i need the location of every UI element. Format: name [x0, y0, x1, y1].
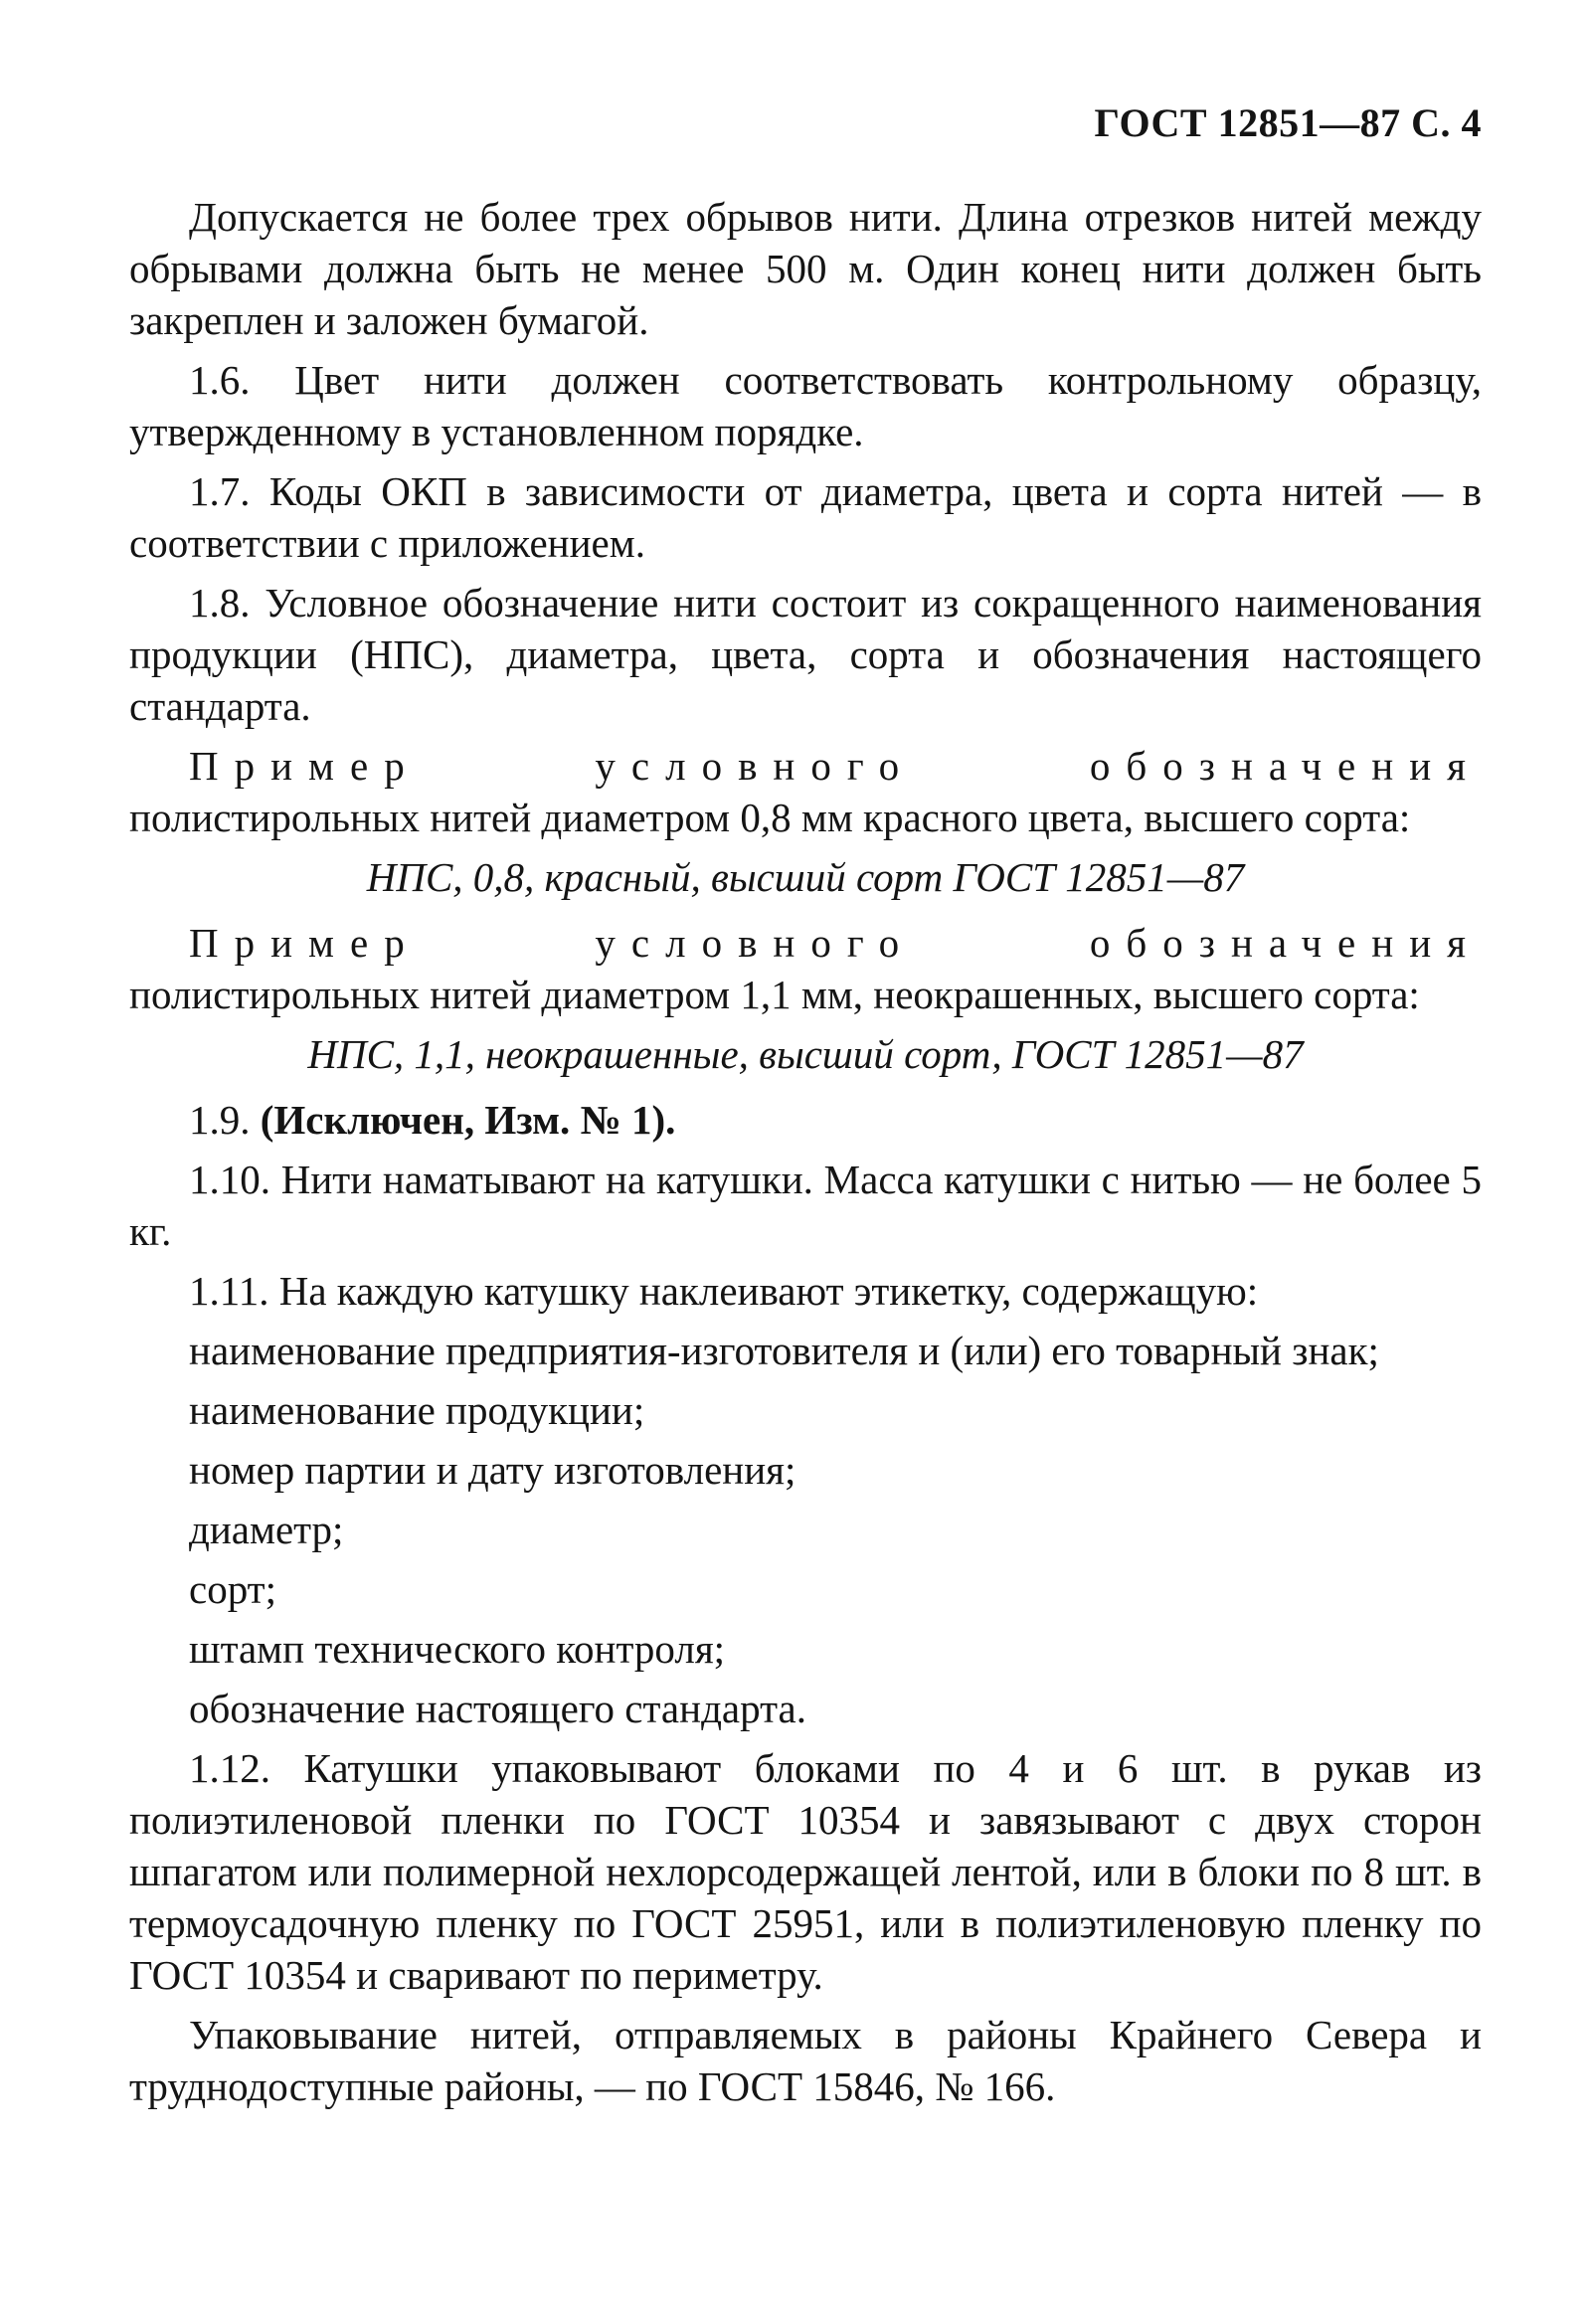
example-2-intro — [129, 917, 1482, 1020]
example-1-intro — [129, 740, 1482, 843]
list-item: обозначение настоящего стандарта. — [189, 1686, 806, 1731]
paragraph-1-9-text: (Исключен, Изм. № 1). — [260, 1097, 676, 1143]
paragraph-1-11: 1.11. На каждую катушку наклеивают этикетку, содержащую: — [189, 1268, 1259, 1314]
list-item: номер партии и дату изготовления; — [189, 1447, 796, 1493]
example-2-lead: Пример условного обозначения — [189, 920, 1482, 966]
paragraph-1-12: 1.12. Катушки упаковывают блоками по 4 и 6 шт. в рукав из полиэтиленовой пленки по ГОСТ 10354 и завязывают с двух сторон шпагатом или полимерной нехлорсодержащей лентой, или в блоки по 8 шт. в термоусадочную пленку по ГОСТ 25951, или в полиэтиленовую пленку по ГОСТ 10354 и сваривают по периметру. — [129, 1745, 1482, 1998]
list-item: сорт; — [189, 1566, 276, 1612]
example-1-lead: Пример условного обозначения — [189, 743, 1482, 789]
paragraph-1-8: 1.8. Условное обозначение нити состоит из сокращенного наименования продукции (НПС), диаметра, цвета, сорта и обозначения настоящего стандарта. — [129, 580, 1482, 729]
example-1-code: НПС, 0,8, красный, высший сорт ГОСТ 12851—87 — [366, 854, 1245, 900]
document-body — [129, 191, 1482, 2120]
paragraph-breaks: Допускается не более трех обрывов нити. Длина отрезков нитей между обрывами должна быть не менее 500 м. Один конец нити должен быть закреплен и заложен бумагой. — [129, 194, 1482, 343]
paragraph-1-10: 1.10. Нити наматывают на катушки. Масса катушки с нитью — не более 5 кг. — [129, 1157, 1482, 1254]
page-header: ГОСТ 12851—87 С. 4 — [1094, 100, 1482, 145]
list-item: диаметр; — [189, 1507, 344, 1552]
list-item: наименование продукции; — [189, 1387, 645, 1433]
paragraph-1-9 — [129, 1094, 1482, 1146]
list-item: наименование предприятия-изготовителя и (или) его товарный знак; — [189, 1328, 1379, 1373]
example-1-rest: полистирольных нитей диаметром 0,8 мм красного цвета, высшего сорта: — [129, 795, 1411, 840]
paragraph-1-6: 1.6. Цвет нити должен соответствовать контрольному образцу, утвержденному в установленном порядке. — [129, 357, 1482, 454]
paragraph-1-7: 1.7. Коды ОКП в зависимости от диаметра, цвета и сорта нитей — в соответствии с приложением. — [129, 468, 1482, 566]
example-2-rest: полистирольных нитей диаметром 1,1 мм, неокрашенных, высшего сорта: — [129, 972, 1420, 1017]
paragraph-1-9-number: 1.9. — [189, 1097, 251, 1143]
list-item: штамп технического контроля; — [189, 1626, 726, 1672]
example-2-code: НПС, 1,1, неокрашенные, высший сорт, ГОСТ 12851—87 — [307, 1031, 1304, 1077]
paragraph-packaging-north: Упаковывание нитей, отправляемых в районы Крайнего Севера и труднодоступные районы, — по ГОСТ 15846, № 166. — [129, 2012, 1482, 2109]
